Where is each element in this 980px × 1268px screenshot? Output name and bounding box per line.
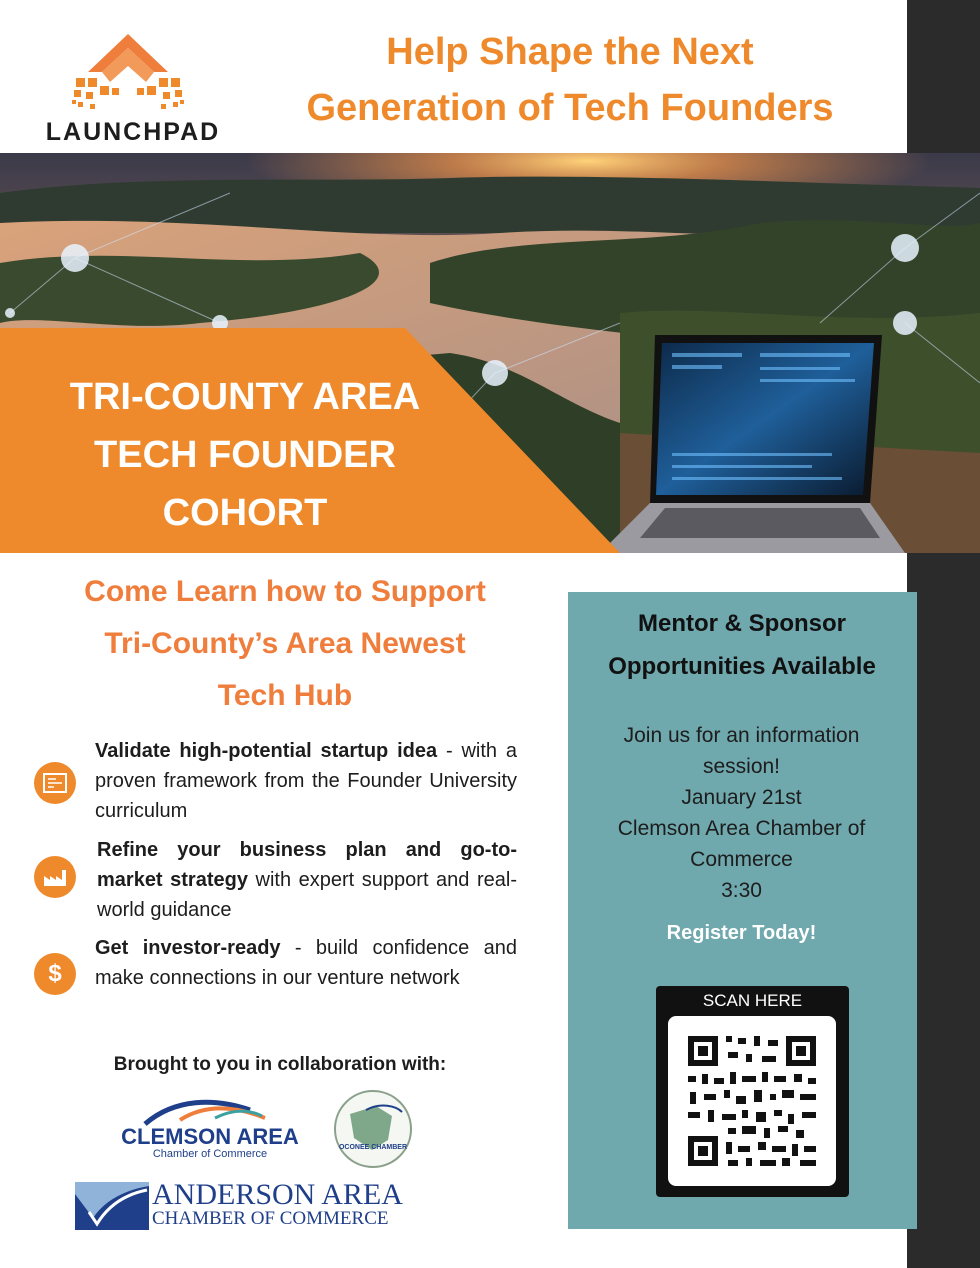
oconee-map-icon (336, 1092, 410, 1166)
oconee-chamber-name: OCONEE CHAMBER (338, 1144, 408, 1151)
oconee-chamber-seal (334, 1090, 412, 1168)
page-headline (250, 24, 890, 136)
intro-heading (40, 566, 530, 722)
clemson-chamber-name: CLEMSON AREA (121, 1124, 299, 1149)
anderson-chamber-subtitle: CHAMBER OF COMMERCE (152, 1208, 389, 1229)
clemson-chamber-subtitle: Chamber of Commerce (152, 1148, 268, 1160)
anderson-chamber-name: ANDERSON AREA (152, 1178, 403, 1211)
event-time: 3:30 (721, 879, 762, 902)
intro-line-3: Tech Hub (217, 679, 353, 712)
bullet-item-validate (95, 736, 517, 826)
cohort-title-line-3: COHORT (162, 492, 328, 534)
collaboration-label: Brought to you in collaboration with: (113, 1054, 447, 1075)
cohort-title (20, 368, 470, 542)
panel-title (572, 602, 912, 688)
qr-code-container[interactable] (668, 1016, 836, 1186)
register-cta[interactable]: Register Today! (666, 922, 817, 944)
bullet-3-text: - build confidence and make connections in our venture network (95, 937, 518, 989)
panel-title-line-1: Mentor & Sponsor (638, 610, 846, 637)
bullet-3-bold: Get investor-ready (95, 937, 281, 959)
factory-icon (34, 856, 76, 898)
bullet-item-refine (97, 835, 517, 925)
bullet-2-bold: Refine your business plan and go-to- market strategy (97, 839, 517, 891)
qr-code-icon[interactable] (668, 1016, 836, 1186)
logo-wordmark: LAUNCHPAD (45, 118, 221, 146)
event-date: January 21st (681, 786, 802, 809)
headline-line-1: Help Shape the Next (386, 31, 754, 73)
cohort-title-line-1: TRI-COUNTY AREA (69, 376, 421, 418)
bullet-2-text: with expert support and real-world guidance (97, 869, 517, 921)
cohort-title-line-2: TECH FOUNDER (94, 434, 396, 476)
bullet-item-investor (95, 933, 517, 993)
intro-line-1: Come Learn how to Support (84, 575, 486, 608)
event-venue-line-1: Clemson Area Chamber of (617, 817, 866, 840)
bullet-1-text: - with a proven framework from the Founder University curriculum (95, 740, 517, 822)
event-venue-line-2: Commerce (690, 848, 793, 871)
scan-here-label: SCAN HERE (702, 991, 803, 1010)
bullet-1-bold: Validate high-potential startup idea (95, 740, 438, 762)
dollar-icon: $ (34, 953, 76, 995)
panel-body-line-2: session! (702, 755, 781, 778)
blueprint-icon (34, 762, 76, 804)
panel-event-details (575, 720, 908, 906)
panel-title-line-2: Opportunities Available (608, 653, 876, 680)
intro-line-2: Tri-County’s Area Newest (104, 627, 466, 660)
headline-line-2: Generation of Tech Founders (306, 87, 834, 129)
panel-body-line-1: Join us for an information (623, 724, 860, 747)
anderson-logo-icon (75, 1182, 149, 1230)
